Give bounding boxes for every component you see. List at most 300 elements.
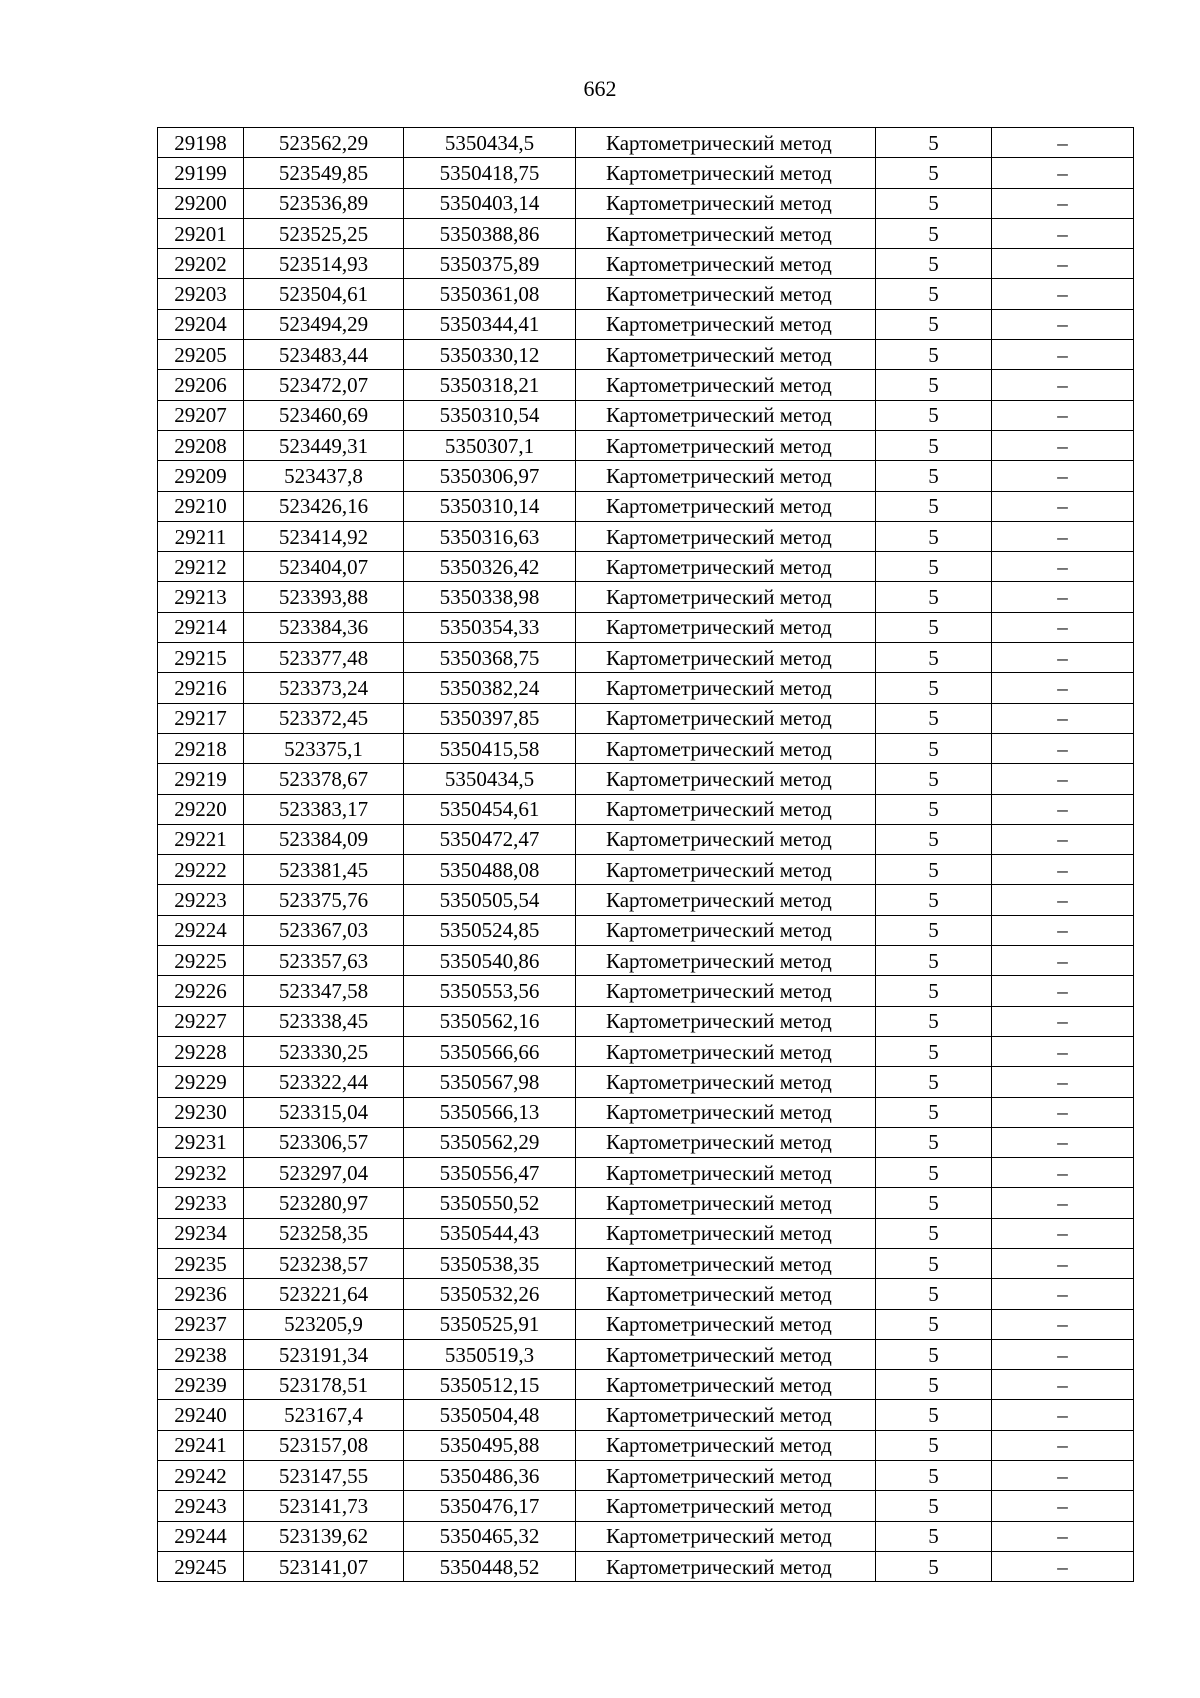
table-row <box>158 128 1134 158</box>
y-coordinate-cell: 5350566,66 <box>404 1036 576 1066</box>
table-row <box>158 1188 1134 1218</box>
point-number-cell: 29238 <box>158 1339 244 1369</box>
accuracy-cell: 5 <box>876 400 992 430</box>
x-coordinate-cell: 523322,44 <box>244 1067 404 1097</box>
x-coordinate-cell: 523373,24 <box>244 673 404 703</box>
y-coordinate-cell: 5350553,56 <box>404 976 576 1006</box>
accuracy-cell: 5 <box>876 279 992 309</box>
point-number-cell: 29234 <box>158 1218 244 1248</box>
method-cell: Картометрический метод <box>576 1097 876 1127</box>
accuracy-cell: 5 <box>876 1309 992 1339</box>
point-number-cell: 29226 <box>158 976 244 1006</box>
y-coordinate-cell: 5350310,14 <box>404 491 576 521</box>
table-row <box>158 1127 1134 1157</box>
table-row <box>158 1036 1134 1066</box>
accuracy-cell: 5 <box>876 309 992 339</box>
table-row <box>158 1370 1134 1400</box>
y-coordinate-cell: 5350418,75 <box>404 158 576 188</box>
dash-cell: – <box>992 794 1134 824</box>
point-number-cell: 29203 <box>158 279 244 309</box>
y-coordinate-cell: 5350434,5 <box>404 128 576 158</box>
x-coordinate-cell: 523437,8 <box>244 461 404 491</box>
x-coordinate-cell: 523238,57 <box>244 1248 404 1278</box>
table-row <box>158 1279 1134 1309</box>
x-coordinate-cell: 523514,93 <box>244 249 404 279</box>
accuracy-cell: 5 <box>876 673 992 703</box>
x-coordinate-cell: 523141,07 <box>244 1551 404 1581</box>
y-coordinate-cell: 5350344,41 <box>404 309 576 339</box>
dash-cell: – <box>992 1461 1134 1491</box>
dash-cell: – <box>992 824 1134 854</box>
dash-cell: – <box>992 461 1134 491</box>
dash-cell: – <box>992 1248 1134 1278</box>
dash-cell: – <box>992 340 1134 370</box>
x-coordinate-cell: 523147,55 <box>244 1461 404 1491</box>
dash-cell: – <box>992 1521 1134 1551</box>
dash-cell: – <box>992 158 1134 188</box>
dash-cell: – <box>992 673 1134 703</box>
table-row <box>158 824 1134 854</box>
dash-cell: – <box>992 946 1134 976</box>
y-coordinate-cell: 5350525,91 <box>404 1309 576 1339</box>
table-row <box>158 370 1134 400</box>
method-cell: Картометрический метод <box>576 340 876 370</box>
accuracy-cell: 5 <box>876 1370 992 1400</box>
point-number-cell: 29199 <box>158 158 244 188</box>
table-row <box>158 1521 1134 1551</box>
method-cell: Картометрический метод <box>576 1521 876 1551</box>
accuracy-cell: 5 <box>876 946 992 976</box>
accuracy-cell: 5 <box>876 1097 992 1127</box>
accuracy-cell: 5 <box>876 521 992 551</box>
dash-cell: – <box>992 1097 1134 1127</box>
accuracy-cell: 5 <box>876 915 992 945</box>
x-coordinate-cell: 523483,44 <box>244 340 404 370</box>
y-coordinate-cell: 5350361,08 <box>404 279 576 309</box>
dash-cell: – <box>992 521 1134 551</box>
point-number-cell: 29224 <box>158 915 244 945</box>
point-number-cell: 29211 <box>158 521 244 551</box>
x-coordinate-cell: 523414,92 <box>244 521 404 551</box>
table-row <box>158 491 1134 521</box>
x-coordinate-cell: 523157,08 <box>244 1430 404 1460</box>
method-cell: Картометрический метод <box>576 703 876 733</box>
y-coordinate-cell: 5350326,42 <box>404 552 576 582</box>
table-row <box>158 1461 1134 1491</box>
point-number-cell: 29229 <box>158 1067 244 1097</box>
accuracy-cell: 5 <box>876 1036 992 1066</box>
x-coordinate-cell: 523383,17 <box>244 794 404 824</box>
point-number-cell: 29225 <box>158 946 244 976</box>
point-number-cell: 29219 <box>158 764 244 794</box>
accuracy-cell: 5 <box>876 824 992 854</box>
y-coordinate-cell: 5350486,36 <box>404 1461 576 1491</box>
method-cell: Картометрический метод <box>576 824 876 854</box>
y-coordinate-cell: 5350354,33 <box>404 612 576 642</box>
y-coordinate-cell: 5350397,85 <box>404 703 576 733</box>
point-number-cell: 29208 <box>158 430 244 460</box>
table-row <box>158 400 1134 430</box>
point-number-cell: 29243 <box>158 1491 244 1521</box>
method-cell: Картометрический метод <box>576 794 876 824</box>
method-cell: Картометрический метод <box>576 1127 876 1157</box>
table-row <box>158 521 1134 551</box>
x-coordinate-cell: 523372,45 <box>244 703 404 733</box>
x-coordinate-cell: 523367,03 <box>244 915 404 945</box>
accuracy-cell: 5 <box>876 855 992 885</box>
x-coordinate-cell: 523315,04 <box>244 1097 404 1127</box>
method-cell: Картометрический метод <box>576 430 876 460</box>
y-coordinate-cell: 5350330,12 <box>404 340 576 370</box>
method-cell: Картометрический метод <box>576 1218 876 1248</box>
method-cell: Картометрический метод <box>576 1339 876 1369</box>
table-row <box>158 1218 1134 1248</box>
accuracy-cell: 5 <box>876 1127 992 1157</box>
table-row <box>158 915 1134 945</box>
table-row <box>158 885 1134 915</box>
method-cell: Картометрический метод <box>576 400 876 430</box>
point-number-cell: 29233 <box>158 1188 244 1218</box>
x-coordinate-cell: 523375,76 <box>244 885 404 915</box>
y-coordinate-cell: 5350567,98 <box>404 1067 576 1097</box>
method-cell: Картометрический метод <box>576 764 876 794</box>
y-coordinate-cell: 5350504,48 <box>404 1400 576 1430</box>
accuracy-cell: 5 <box>876 1067 992 1097</box>
x-coordinate-cell: 523381,45 <box>244 855 404 885</box>
method-cell: Картометрический метод <box>576 976 876 1006</box>
y-coordinate-cell: 5350307,1 <box>404 430 576 460</box>
point-number-cell: 29227 <box>158 1006 244 1036</box>
dash-cell: – <box>992 612 1134 642</box>
method-cell: Картометрический метод <box>576 309 876 339</box>
y-coordinate-cell: 5350488,08 <box>404 855 576 885</box>
dash-cell: – <box>992 976 1134 1006</box>
table-row <box>158 1551 1134 1581</box>
table-row <box>158 1339 1134 1369</box>
method-cell: Картометрический метод <box>576 1006 876 1036</box>
x-coordinate-cell: 523375,1 <box>244 733 404 763</box>
x-coordinate-cell: 523357,63 <box>244 946 404 976</box>
y-coordinate-cell: 5350544,43 <box>404 1218 576 1248</box>
dash-cell: – <box>992 370 1134 400</box>
accuracy-cell: 5 <box>876 128 992 158</box>
table-row <box>158 976 1134 1006</box>
table-row <box>158 1248 1134 1278</box>
y-coordinate-cell: 5350562,29 <box>404 1127 576 1157</box>
table-row <box>158 643 1134 673</box>
y-coordinate-cell: 5350512,15 <box>404 1370 576 1400</box>
dash-cell: – <box>992 915 1134 945</box>
table-row <box>158 552 1134 582</box>
table-row <box>158 733 1134 763</box>
point-number-cell: 29228 <box>158 1036 244 1066</box>
y-coordinate-cell: 5350415,58 <box>404 733 576 763</box>
dash-cell: – <box>992 1036 1134 1066</box>
dash-cell: – <box>992 491 1134 521</box>
table-row <box>158 673 1134 703</box>
dash-cell: – <box>992 1067 1134 1097</box>
y-coordinate-cell: 5350310,54 <box>404 400 576 430</box>
point-number-cell: 29240 <box>158 1400 244 1430</box>
accuracy-cell: 5 <box>876 1400 992 1430</box>
method-cell: Картометрический метод <box>576 158 876 188</box>
table-row <box>158 158 1134 188</box>
dash-cell: – <box>992 764 1134 794</box>
table-row <box>158 249 1134 279</box>
y-coordinate-cell: 5350562,16 <box>404 1006 576 1036</box>
method-cell: Картометрический метод <box>576 370 876 400</box>
table-row <box>158 1309 1134 1339</box>
x-coordinate-cell: 523347,58 <box>244 976 404 1006</box>
point-number-cell: 29221 <box>158 824 244 854</box>
point-number-cell: 29205 <box>158 340 244 370</box>
x-coordinate-cell: 523393,88 <box>244 582 404 612</box>
accuracy-cell: 5 <box>876 218 992 248</box>
point-number-cell: 29213 <box>158 582 244 612</box>
point-number-cell: 29198 <box>158 128 244 158</box>
accuracy-cell: 5 <box>876 1339 992 1369</box>
x-coordinate-cell: 523338,45 <box>244 1006 404 1036</box>
method-cell: Картометрический метод <box>576 733 876 763</box>
coordinates-table <box>157 127 1134 1582</box>
point-number-cell: 29200 <box>158 188 244 218</box>
x-coordinate-cell: 523384,36 <box>244 612 404 642</box>
x-coordinate-cell: 523494,29 <box>244 309 404 339</box>
y-coordinate-cell: 5350538,35 <box>404 1248 576 1278</box>
accuracy-cell: 5 <box>876 158 992 188</box>
accuracy-cell: 5 <box>876 430 992 460</box>
x-coordinate-cell: 523472,07 <box>244 370 404 400</box>
method-cell: Картометрический метод <box>576 1370 876 1400</box>
y-coordinate-cell: 5350472,47 <box>404 824 576 854</box>
point-number-cell: 29235 <box>158 1248 244 1278</box>
point-number-cell: 29245 <box>158 1551 244 1581</box>
point-number-cell: 29201 <box>158 218 244 248</box>
y-coordinate-cell: 5350566,13 <box>404 1097 576 1127</box>
method-cell: Картометрический метод <box>576 279 876 309</box>
dash-cell: – <box>992 1400 1134 1430</box>
x-coordinate-cell: 523378,67 <box>244 764 404 794</box>
dash-cell: – <box>992 279 1134 309</box>
accuracy-cell: 5 <box>876 885 992 915</box>
x-coordinate-cell: 523258,35 <box>244 1218 404 1248</box>
table-row <box>158 703 1134 733</box>
method-cell: Картометрический метод <box>576 673 876 703</box>
x-coordinate-cell: 523525,25 <box>244 218 404 248</box>
method-cell: Картометрический метод <box>576 249 876 279</box>
x-coordinate-cell: 523449,31 <box>244 430 404 460</box>
method-cell: Картометрический метод <box>576 582 876 612</box>
accuracy-cell: 5 <box>876 491 992 521</box>
method-cell: Картометрический метод <box>576 128 876 158</box>
x-coordinate-cell: 523191,34 <box>244 1339 404 1369</box>
point-number-cell: 29204 <box>158 309 244 339</box>
dash-cell: – <box>992 1430 1134 1460</box>
y-coordinate-cell: 5350465,32 <box>404 1521 576 1551</box>
accuracy-cell: 5 <box>876 1006 992 1036</box>
dash-cell: – <box>992 1218 1134 1248</box>
accuracy-cell: 5 <box>876 1521 992 1551</box>
point-number-cell: 29214 <box>158 612 244 642</box>
x-coordinate-cell: 523139,62 <box>244 1521 404 1551</box>
method-cell: Картометрический метод <box>576 1309 876 1339</box>
point-number-cell: 29218 <box>158 733 244 763</box>
point-number-cell: 29206 <box>158 370 244 400</box>
x-coordinate-cell: 523280,97 <box>244 1188 404 1218</box>
dash-cell: – <box>992 1188 1134 1218</box>
page-number: 662 <box>583 76 617 101</box>
x-coordinate-cell: 523306,57 <box>244 1127 404 1157</box>
method-cell: Картометрический метод <box>576 885 876 915</box>
y-coordinate-cell: 5350434,5 <box>404 764 576 794</box>
table-row <box>158 1491 1134 1521</box>
method-cell: Картометрический метод <box>576 552 876 582</box>
method-cell: Картометрический метод <box>576 946 876 976</box>
x-coordinate-cell: 523404,07 <box>244 552 404 582</box>
accuracy-cell: 5 <box>876 703 992 733</box>
table-row <box>158 461 1134 491</box>
y-coordinate-cell: 5350495,88 <box>404 1430 576 1460</box>
accuracy-cell: 5 <box>876 1248 992 1278</box>
method-cell: Картометрический метод <box>576 915 876 945</box>
dash-cell: – <box>992 1127 1134 1157</box>
point-number-cell: 29241 <box>158 1430 244 1460</box>
table-row <box>158 855 1134 885</box>
point-number-cell: 29244 <box>158 1521 244 1551</box>
point-number-cell: 29202 <box>158 249 244 279</box>
x-coordinate-cell: 523167,4 <box>244 1400 404 1430</box>
point-number-cell: 29231 <box>158 1127 244 1157</box>
y-coordinate-cell: 5350540,86 <box>404 946 576 976</box>
table-row <box>158 1158 1134 1188</box>
point-number-cell: 29216 <box>158 673 244 703</box>
accuracy-cell: 5 <box>876 764 992 794</box>
dash-cell: – <box>992 1006 1134 1036</box>
x-coordinate-cell: 523549,85 <box>244 158 404 188</box>
accuracy-cell: 5 <box>876 249 992 279</box>
method-cell: Картометрический метод <box>576 643 876 673</box>
dash-cell: – <box>992 1551 1134 1581</box>
table-row <box>158 612 1134 642</box>
dash-cell: – <box>992 309 1134 339</box>
accuracy-cell: 5 <box>876 1461 992 1491</box>
dash-cell: – <box>992 1370 1134 1400</box>
table-row <box>158 309 1134 339</box>
y-coordinate-cell: 5350476,17 <box>404 1491 576 1521</box>
accuracy-cell: 5 <box>876 1188 992 1218</box>
method-cell: Картометрический метод <box>576 491 876 521</box>
method-cell: Картометрический метод <box>576 521 876 551</box>
accuracy-cell: 5 <box>876 582 992 612</box>
method-cell: Картометрический метод <box>576 1067 876 1097</box>
y-coordinate-cell: 5350388,86 <box>404 218 576 248</box>
table-row <box>158 1006 1134 1036</box>
accuracy-cell: 5 <box>876 1218 992 1248</box>
method-cell: Картометрический метод <box>576 1491 876 1521</box>
y-coordinate-cell: 5350382,24 <box>404 673 576 703</box>
accuracy-cell: 5 <box>876 794 992 824</box>
y-coordinate-cell: 5350519,3 <box>404 1339 576 1369</box>
point-number-cell: 29209 <box>158 461 244 491</box>
accuracy-cell: 5 <box>876 643 992 673</box>
table-row <box>158 946 1134 976</box>
x-coordinate-cell: 523536,89 <box>244 188 404 218</box>
accuracy-cell: 5 <box>876 370 992 400</box>
y-coordinate-cell: 5350524,85 <box>404 915 576 945</box>
table-row <box>158 430 1134 460</box>
dash-cell: – <box>992 128 1134 158</box>
accuracy-cell: 5 <box>876 1430 992 1460</box>
dash-cell: – <box>992 703 1134 733</box>
y-coordinate-cell: 5350550,52 <box>404 1188 576 1218</box>
dash-cell: – <box>992 1309 1134 1339</box>
point-number-cell: 29242 <box>158 1461 244 1491</box>
dash-cell: – <box>992 188 1134 218</box>
method-cell: Картометрический метод <box>576 1188 876 1218</box>
method-cell: Картометрический метод <box>576 1461 876 1491</box>
point-number-cell: 29212 <box>158 552 244 582</box>
method-cell: Картометрический метод <box>576 1279 876 1309</box>
x-coordinate-cell: 523330,25 <box>244 1036 404 1066</box>
y-coordinate-cell: 5350505,54 <box>404 885 576 915</box>
accuracy-cell: 5 <box>876 1551 992 1581</box>
method-cell: Картометрический метод <box>576 188 876 218</box>
method-cell: Картометрический метод <box>576 461 876 491</box>
table-row <box>158 794 1134 824</box>
point-number-cell: 29220 <box>158 794 244 824</box>
point-number-cell: 29230 <box>158 1097 244 1127</box>
table-row <box>158 218 1134 248</box>
y-coordinate-cell: 5350306,97 <box>404 461 576 491</box>
dash-cell: – <box>992 1339 1134 1369</box>
point-number-cell: 29217 <box>158 703 244 733</box>
point-number-cell: 29222 <box>158 855 244 885</box>
dash-cell: – <box>992 1491 1134 1521</box>
x-coordinate-cell: 523562,29 <box>244 128 404 158</box>
y-coordinate-cell: 5350403,14 <box>404 188 576 218</box>
table-row <box>158 764 1134 794</box>
y-coordinate-cell: 5350368,75 <box>404 643 576 673</box>
dash-cell: – <box>992 855 1134 885</box>
table-row <box>158 1097 1134 1127</box>
accuracy-cell: 5 <box>876 461 992 491</box>
accuracy-cell: 5 <box>876 552 992 582</box>
method-cell: Картометрический метод <box>576 612 876 642</box>
x-coordinate-cell: 523178,51 <box>244 1370 404 1400</box>
table-row <box>158 340 1134 370</box>
accuracy-cell: 5 <box>876 733 992 763</box>
x-coordinate-cell: 523297,04 <box>244 1158 404 1188</box>
x-coordinate-cell: 523384,09 <box>244 824 404 854</box>
accuracy-cell: 5 <box>876 1491 992 1521</box>
method-cell: Картометрический метод <box>576 1036 876 1066</box>
x-coordinate-cell: 523205,9 <box>244 1309 404 1339</box>
dash-cell: – <box>992 643 1134 673</box>
dash-cell: – <box>992 1279 1134 1309</box>
coordinates-table-body <box>158 128 1134 1582</box>
y-coordinate-cell: 5350448,52 <box>404 1551 576 1581</box>
x-coordinate-cell: 523221,64 <box>244 1279 404 1309</box>
point-number-cell: 29236 <box>158 1279 244 1309</box>
accuracy-cell: 5 <box>876 340 992 370</box>
method-cell: Картометрический метод <box>576 1551 876 1581</box>
dash-cell: – <box>992 733 1134 763</box>
y-coordinate-cell: 5350454,61 <box>404 794 576 824</box>
method-cell: Картометрический метод <box>576 855 876 885</box>
dash-cell: – <box>992 885 1134 915</box>
method-cell: Картометрический метод <box>576 218 876 248</box>
y-coordinate-cell: 5350316,63 <box>404 521 576 551</box>
